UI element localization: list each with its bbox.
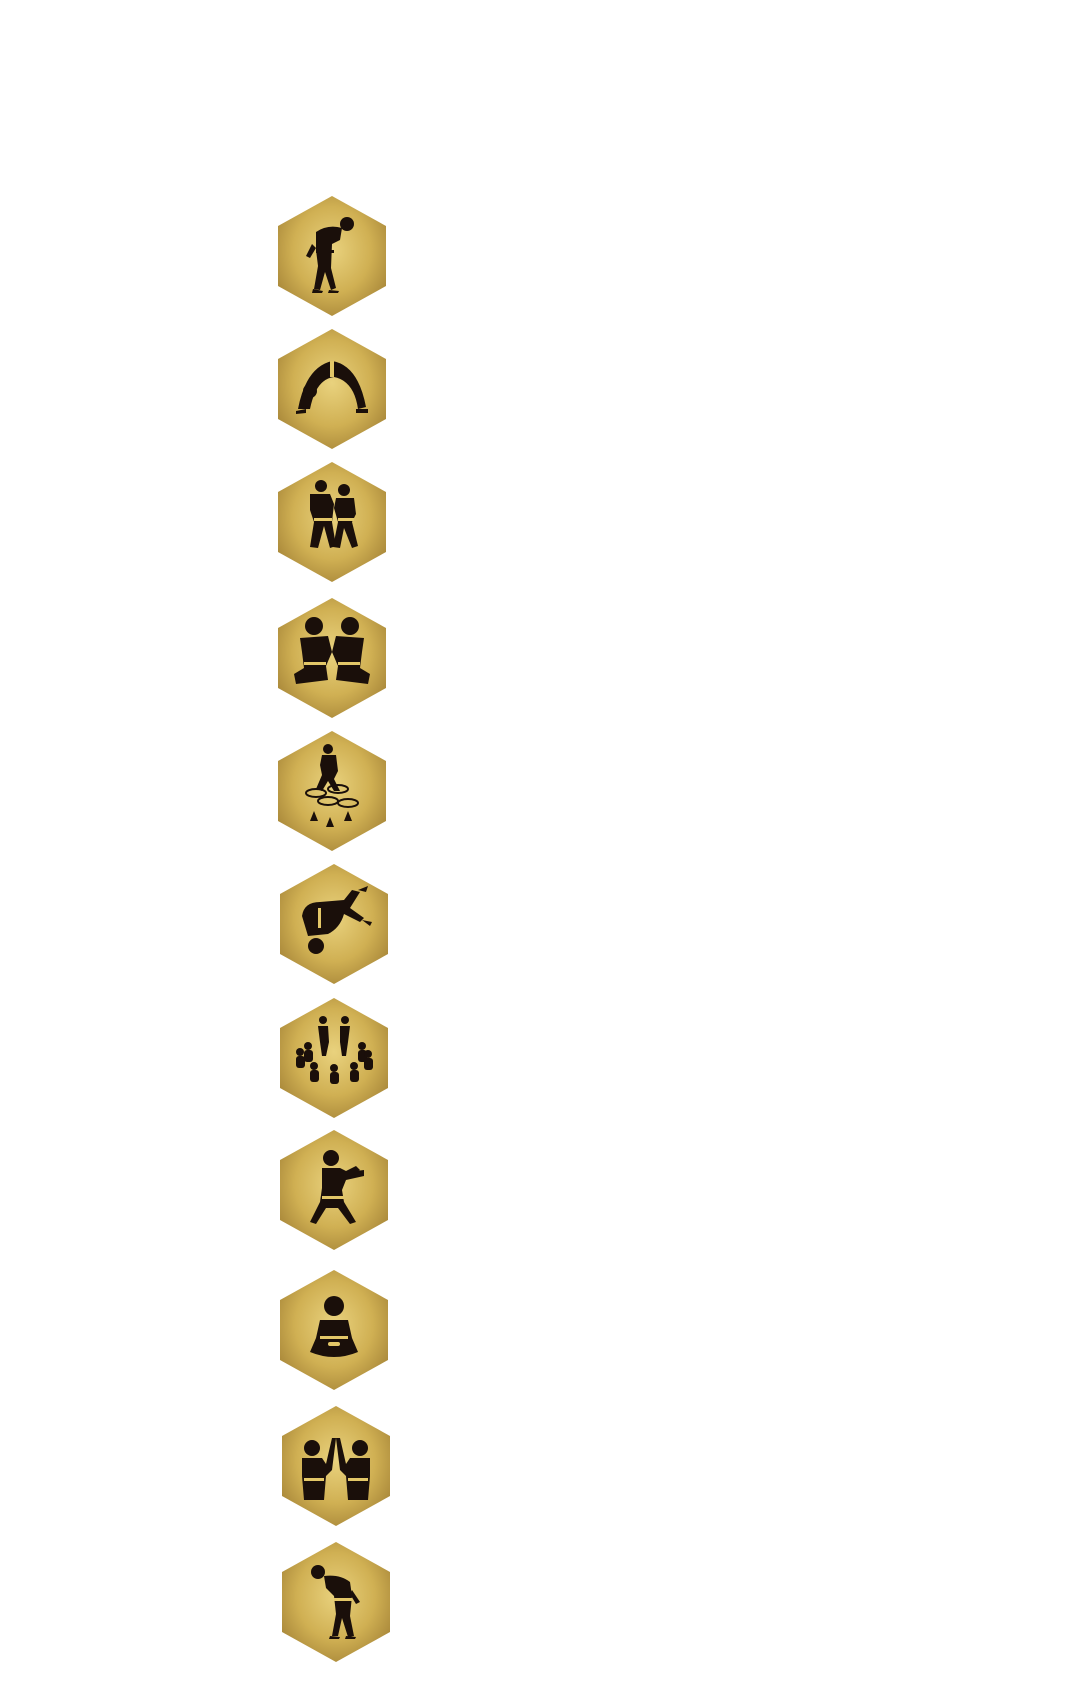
kneeling-grappling-badge [276, 596, 388, 720]
agility-hoops-cones-icon [276, 729, 388, 853]
backbend-bridge-icon [276, 327, 388, 451]
fighting-stance-badge [278, 1128, 390, 1252]
standing-grappling-badge [276, 460, 388, 584]
group-circle-class-badge [278, 996, 390, 1120]
standing-grappling-icon [276, 460, 388, 584]
kneeling-meditation-icon [278, 1268, 390, 1392]
high-five-partners-icon [280, 1404, 392, 1528]
fighting-stance-icon [278, 1128, 390, 1252]
bowing-standing-reverse-badge [280, 1540, 392, 1664]
rolling-breakfall-badge [278, 862, 390, 986]
high-five-partners-badge [280, 1404, 392, 1528]
backbend-bridge-badge [276, 327, 388, 451]
kneeling-meditation-badge [278, 1268, 390, 1392]
bowing-standing-badge [276, 194, 388, 318]
group-circle-class-icon [278, 996, 390, 1120]
bowing-standing-icon [276, 194, 388, 318]
bowing-standing-reverse-icon [280, 1540, 392, 1664]
rolling-breakfall-icon [278, 862, 390, 986]
kneeling-grappling-icon [276, 596, 388, 720]
agility-hoops-cones-badge [276, 729, 388, 853]
